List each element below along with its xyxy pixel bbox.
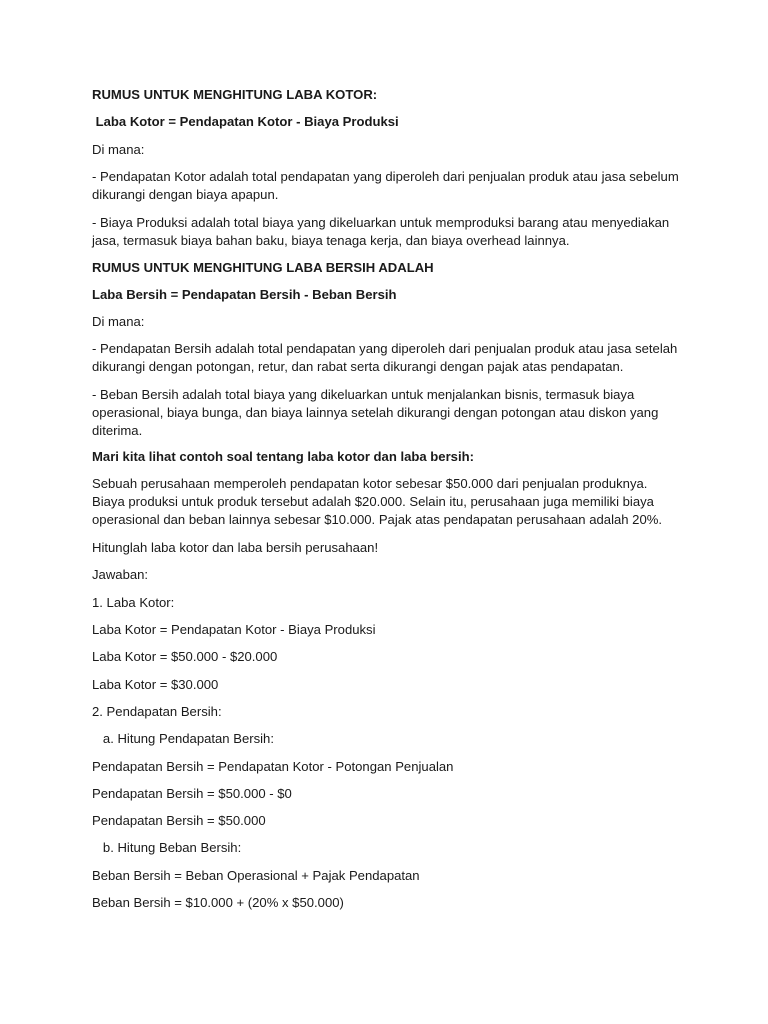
formula-laba-bersih: Laba Bersih = Pendapatan Bersih - Beban Bersih <box>92 287 397 302</box>
text-line: - Pendapatan Kotor adalah total pendapatan yang diperoleh dari penjualan produk atau jasa sebelum <box>92 169 679 184</box>
step-2-heading: 2. Pendapatan Bersih: <box>92 704 222 719</box>
step-2b-heading: b. Hitung Beban Bersih: <box>92 840 242 855</box>
step-1-formula: Laba Kotor = Pendapatan Kotor - Biaya Produksi <box>92 622 376 637</box>
step-2a-formula: Pendapatan Bersih = Pendapatan Kotor - Potongan Penjualan <box>92 759 454 774</box>
text-line: operasional dan beban lainnya sebesar $10.000. Pajak atas pendapatan perusahaan adalah 20%. <box>92 512 663 527</box>
step-2a-result: Pendapatan Bersih = $50.000 <box>92 813 266 828</box>
heading-laba-kotor: RUMUS UNTUK MENGHITUNG LABA KOTOR: <box>92 87 378 102</box>
step-2b-calculation: Beban Bersih = $10.000 + (20% x $50.000) <box>92 895 344 910</box>
text-line: operasional, biaya bunga, dan biaya lainnya setelah dikurangi dengan potongan atau diskon yang <box>92 405 659 420</box>
definition-biaya-produksi <box>92 214 682 250</box>
dimana-label: Di mana: <box>92 142 145 157</box>
step-2a-calculation: Pendapatan Bersih = $50.000 - $0 <box>92 786 292 801</box>
step-1-result: Laba Kotor = $30.000 <box>92 677 219 692</box>
problem-statement <box>92 475 682 529</box>
text-line: dikurangi dengan potongan, retur, dan rabat serta dikurangi dengan pajak atas pendapatan. <box>92 359 624 374</box>
text-line: - Biaya Produksi adalah total biaya yang dikeluarkan untuk memproduksi barang atau menyediakan <box>92 215 670 230</box>
heading-laba-bersih: RUMUS UNTUK MENGHITUNG LABA BERSIH ADALAH <box>92 260 434 275</box>
text-line: diterima. <box>92 423 143 438</box>
text-line: Sebuah perusahaan memperoleh pendapatan kotor sebesar $50.000 dari penjualan produknya. <box>92 476 648 491</box>
step-2b-formula: Beban Bersih = Beban Operasional + Pajak Pendapatan <box>92 868 420 883</box>
step-2a-heading: a. Hitung Pendapatan Bersih: <box>92 731 274 746</box>
step-1-heading: 1. Laba Kotor: <box>92 595 175 610</box>
step-1-calculation: Laba Kotor = $50.000 - $20.000 <box>92 649 278 664</box>
text-line: - Pendapatan Bersih adalah total pendapatan yang diperoleh dari penjualan produk atau jasa setelah <box>92 341 678 356</box>
dimana-label: Di mana: <box>92 314 145 329</box>
example-heading: Mari kita lihat contoh soal tentang laba kotor dan laba bersih: <box>92 449 474 464</box>
formula-laba-kotor: Laba Kotor = Pendapatan Kotor - Biaya Produksi <box>92 114 399 129</box>
answer-label: Jawaban: <box>92 567 149 582</box>
definition-beban-bersih <box>92 386 682 440</box>
text-line: Biaya produksi untuk produk tersebut adalah $20.000. Selain itu, perusahaan juga memiliki biaya <box>92 494 654 509</box>
definition-pendapatan-kotor <box>92 168 682 204</box>
text-line: jasa, termasuk biaya bahan baku, biaya tenaga kerja, dan biaya overhead lainnya. <box>92 233 570 248</box>
definition-pendapatan-bersih <box>92 340 682 376</box>
text-line: - Beban Bersih adalah total biaya yang dikeluarkan untuk menjalankan bisnis, termasuk biaya <box>92 387 635 402</box>
text-line: dikurangi dengan biaya apapun. <box>92 187 279 202</box>
question-text: Hitunglah laba kotor dan laba bersih perusahaan! <box>92 540 379 555</box>
